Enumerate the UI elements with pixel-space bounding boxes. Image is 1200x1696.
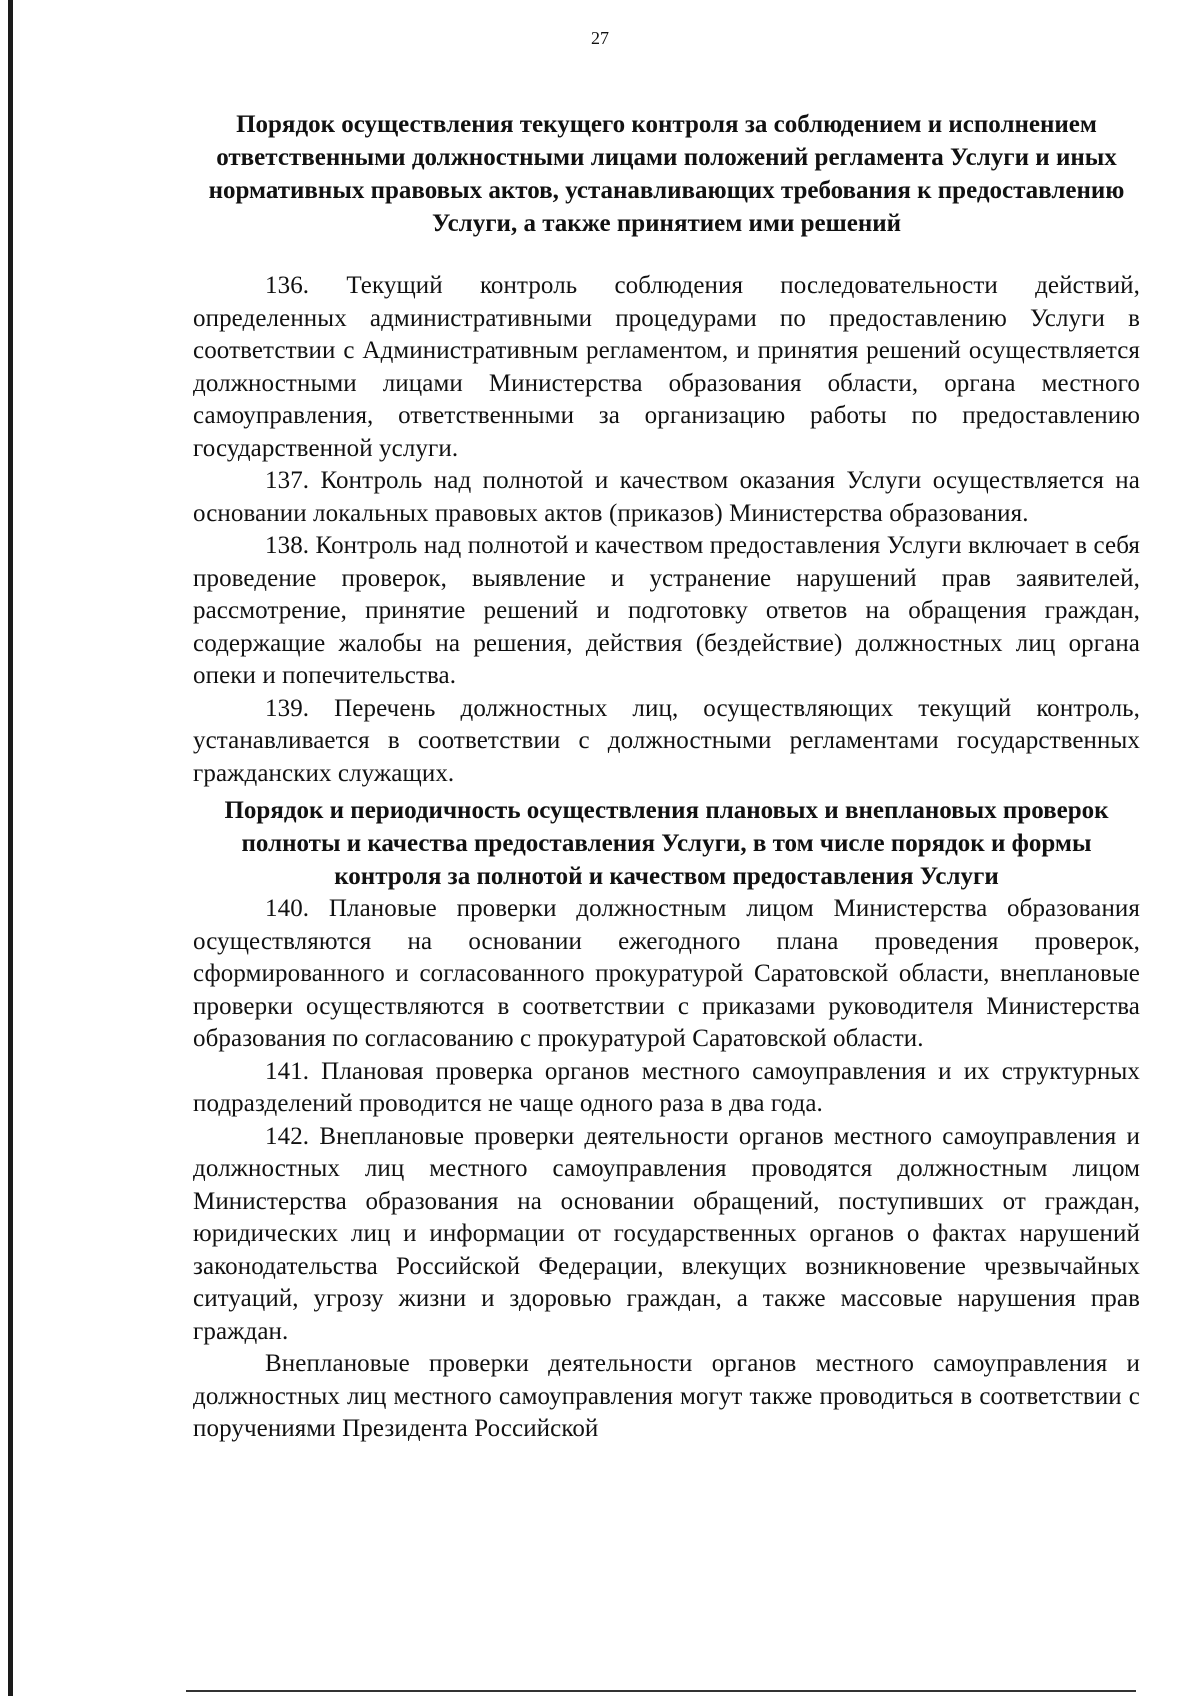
document-body	[193, 108, 1140, 1446]
bottom-rule	[186, 1690, 1136, 1692]
paragraph-139: 139. Перечень должностных лиц, осуществляющих текущий контроль, устанавливается в соответствии с должностными регламентами государственных гражданских служащих.	[193, 694, 1140, 787]
paragraph-141: 141. Плановая проверка органов местного самоуправления и их структурных подразделений проводится не чаще одного раза в два года.	[193, 1057, 1140, 1117]
paragraph-136: 136. Текущий контроль соблюдения последовательности действий, определенных административными процедурами по предоставлению Услуги в соответствии с Административным регламентом, и принятия решений осуществляется должностными лицами Министерства образования области, органа местного самоуправления, ответственными за организацию работы по предоставлению государственной услуги.	[193, 272, 1140, 462]
paragraph-137: 137. Контроль над полнотой и качеством оказания Услуги осуществляется на основании локальных правовых актов (приказов) Министерства образования.	[193, 467, 1140, 527]
paragraph-unscheduled-inspections: Внеплановые проверки деятельности органов местного самоуправления и должностных лиц местного самоуправления могут также проводиться в соответствии с поручениями Президента Российской	[193, 1350, 1140, 1442]
section-heading-inspections: Порядок и периодичность осуществления плановых и внеплановых проверок полноты и качества предоставления Услуги, в том числе порядок и формы контроля за полнотой и качеством предоставления Услуги	[224, 797, 1109, 890]
section-heading-current-control: Порядок осуществления текущего контроля за соблюдением и исполнением ответственными должностными лицами положений регламента Услуги и иных нормативных правовых актов, устанавливающих требования к предоставлению Услуги, а также принятием ими решений	[208, 111, 1125, 237]
paragraph-138: 138. Контроль над полнотой и качеством предоставления Услуги включает в себя проведение проверок, выявление и устранение нарушений прав заявителей, рассмотрение, принятие решений и подготовку ответов на обращения граждан, содержащие жалобы на решения, действия (бездействие) должностных лиц органа опеки и попечительства.	[193, 532, 1140, 689]
page-number: 27	[591, 28, 609, 48]
paragraph-142: 142. Внеплановые проверки деятельности органов местного самоуправления и должностных лиц местного самоуправления проводятся должностным лицом Министерства образования на основании обращений, поступивших от граждан, юридических лиц и информации от государственных органов о фактах нарушений законодательства Российской Федерации, влекущих возникновение чрезвычайных ситуаций, угрозу жизни и здоровью граждан, а также массовые нарушения прав граждан.	[193, 1122, 1140, 1345]
scan-left-edge	[8, 0, 13, 1696]
paragraph-140: 140. Плановые проверки должностным лицом Министерства образования осуществляются на основании ежегодного плана проведения проверок, сформированного и согласованного прокуратурой Саратовской области, внеплановые проверки осуществляются в соответствии с приказами руководителя Министерства образования по согласованию с прокуратурой Саратовской области.	[193, 895, 1140, 1052]
